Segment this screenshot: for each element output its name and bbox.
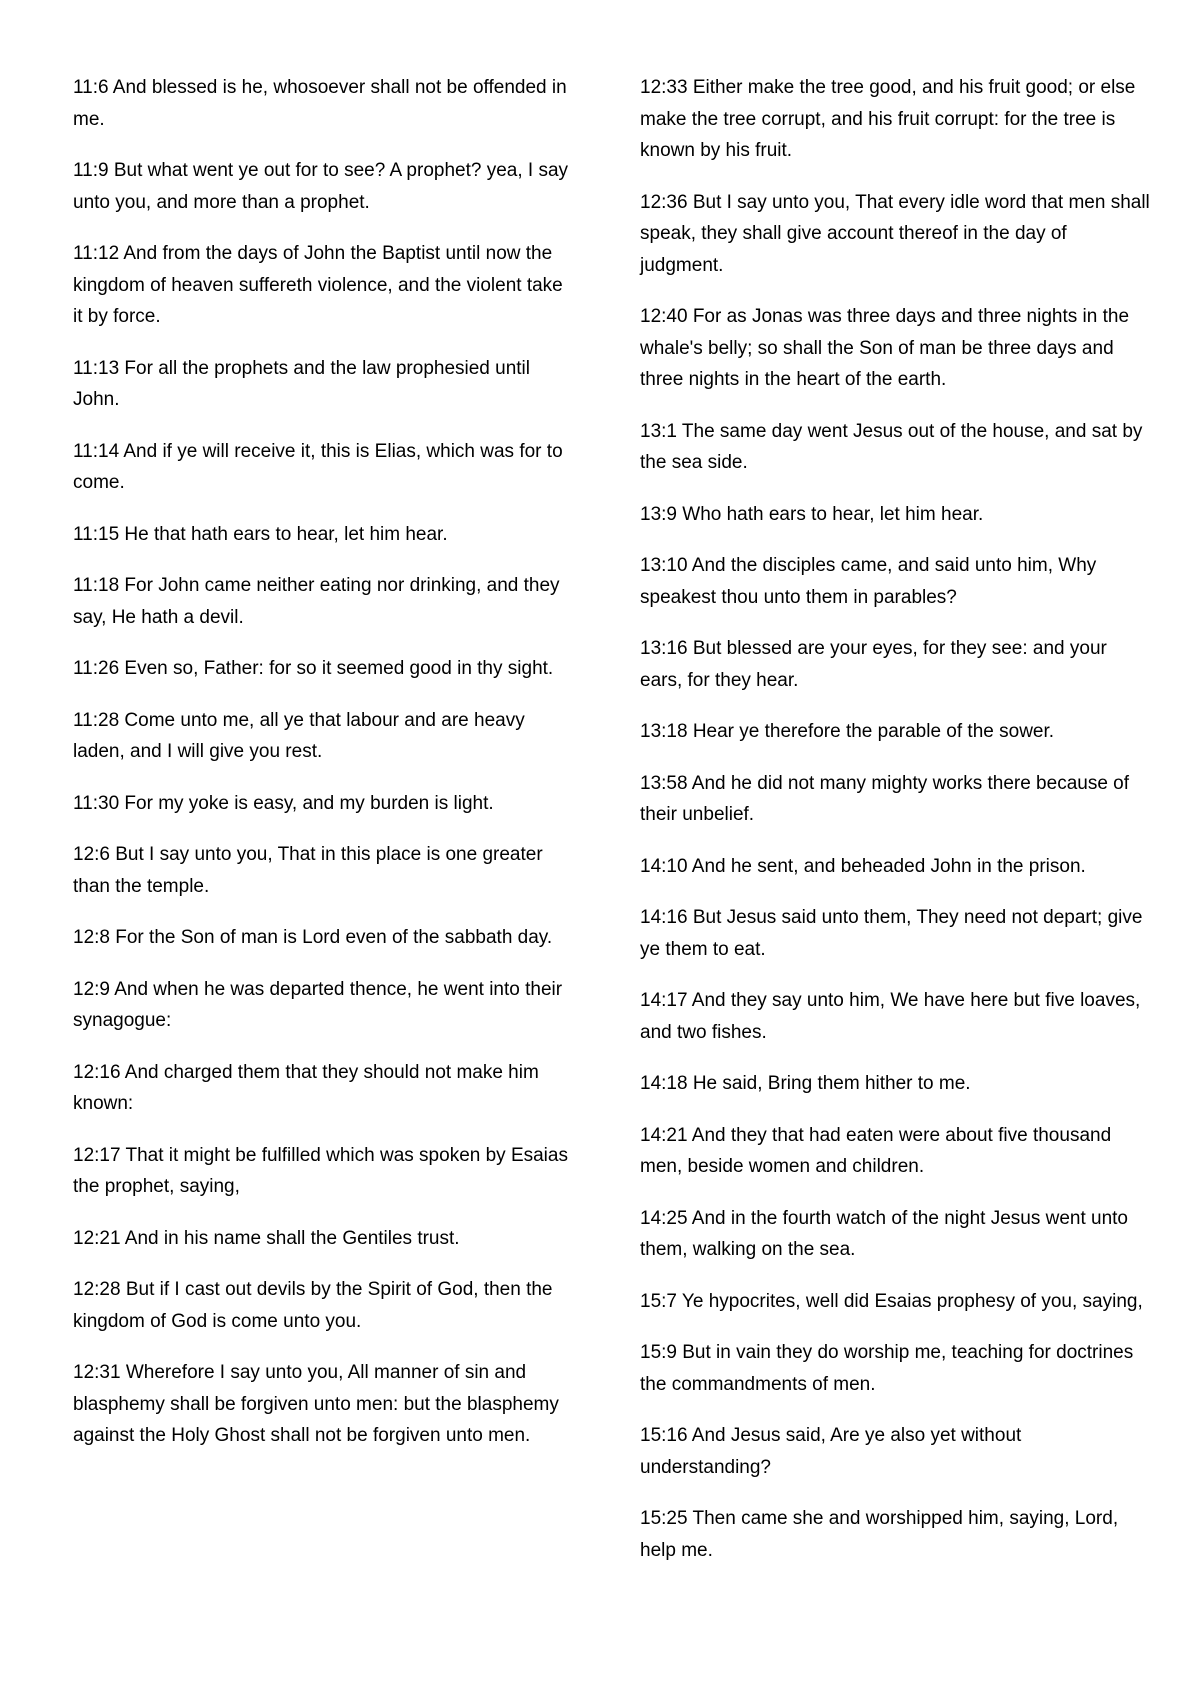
verse: 12:21 And in his name shall the Gentiles trust. — [73, 1227, 460, 1249]
left-column — [73, 72, 573, 1472]
verse: 12:16 And charged them that they should not make him known: — [73, 1061, 539, 1114]
verse: 11:15 He that hath ears to hear, let him hear. — [73, 523, 448, 545]
verse: 13:18 Hear ye therefore the parable of the sower. — [640, 721, 1055, 742]
verse: 11:14 And if ye will receive it, this is Elias, which was for to come. — [73, 440, 563, 493]
verse: 15:16 And Jesus said, Are ye also yet without understanding? — [640, 1425, 1022, 1478]
verse: 12:28 But if I cast out devils by the Spirit of God, then the kingdom of God is come unto you. — [73, 1279, 553, 1332]
verse: 15:9 But in vain they do worship me, teaching for doctrines the commandments of men. — [640, 1342, 1134, 1395]
verse: 11:12 And from the days of John the Baptist until now the kingdom of heaven suffereth violence, and the violent take it by force. — [73, 243, 563, 327]
verse: 12:40 For as Jonas was three days and three nights in the whale's belly; so shall the Son of man be three days and three nights in the heart of the earth. — [640, 306, 1130, 390]
verse: 13:58 And he did not many mighty works there because of their unbelief. — [640, 772, 1130, 825]
verse: 12:36 But I say unto you, That every idle word that men shall speak, they shall give account thereof in the day of judgment. — [640, 191, 1150, 276]
verse: 12:17 That it might be fulfilled which was spoken by Esaias the prophet, saying, — [73, 1144, 568, 1197]
verse: 14:10 And he sent, and beheaded John in the prison. — [640, 855, 1086, 877]
verse: 12:6 But I say unto you, That in this place is one greater than the temple. — [73, 844, 543, 897]
verse: 12:8 For the Son of man is Lord even of the sabbath day. — [73, 927, 553, 948]
verse: 14:16 But Jesus said unto them, They need not depart; give ye them to eat. — [640, 907, 1143, 960]
verse: 11:18 For John came neither eating nor drinking, and they say, He hath a devil. — [73, 575, 560, 628]
verse: 14:18 He said, Bring them hither to me. — [640, 1073, 971, 1094]
verse: 12:33 Either make the tree good, and his fruit good; or else make the tree corrupt, and his fruit corrupt: for the tree is known by his fruit. — [640, 77, 1136, 161]
verse: 11:26 Even so, Father: for so it seemed good in thy sight. — [73, 658, 554, 679]
verse: 14:17 And they say unto him, We have here but five loaves, and two fishes. — [640, 990, 1141, 1043]
verse: 11:9 But what went ye out for to see? A prophet? yea, I say unto you, and more than a prophet. — [73, 160, 569, 213]
verse: 11:13 For all the prophets and the law prophesied until John. — [73, 357, 531, 410]
verse: 13:16 But blessed are your eyes, for they see: and your ears, for they hear. — [640, 638, 1107, 691]
verse: 13:9 Who hath ears to hear, let him hear. — [640, 503, 984, 525]
verse: 15:25 Then came she and worshipped him, saying, Lord, help me. — [640, 1508, 1119, 1561]
verse: 14:25 And in the fourth watch of the night Jesus went unto them, walking on the sea. — [640, 1207, 1128, 1260]
verse: 12:31 Wherefore I say unto you, All manner of sin and blasphemy shall be forgiven unto men: but the blasphemy against the Holy Ghost shall not be forgiven unto men. — [73, 1362, 559, 1446]
verse: 11:30 For my yoke is easy, and my burden is light. — [73, 792, 494, 814]
verse: 14:21 And they that had eaten were about five thousand men, beside women and children. — [640, 1124, 1112, 1177]
right-column — [640, 72, 1150, 1586]
verse: 11:6 And blessed is he, whosoever shall not be offended in me. — [73, 77, 567, 130]
verse: 12:9 And when he was departed thence, he went into their synagogue: — [73, 978, 563, 1031]
verse: 15:7 Ye hypocrites, well did Esaias prophesy of you, saying, — [640, 1290, 1143, 1312]
verse: 13:10 And the disciples came, and said unto him, Why speakest thou unto them in parables? — [640, 555, 1097, 608]
verse: 13:1 The same day went Jesus out of the house, and sat by the sea side. — [640, 420, 1143, 473]
verse: 11:28 Come unto me, all ye that labour and are heavy laden, and I will give you rest. — [73, 709, 525, 762]
